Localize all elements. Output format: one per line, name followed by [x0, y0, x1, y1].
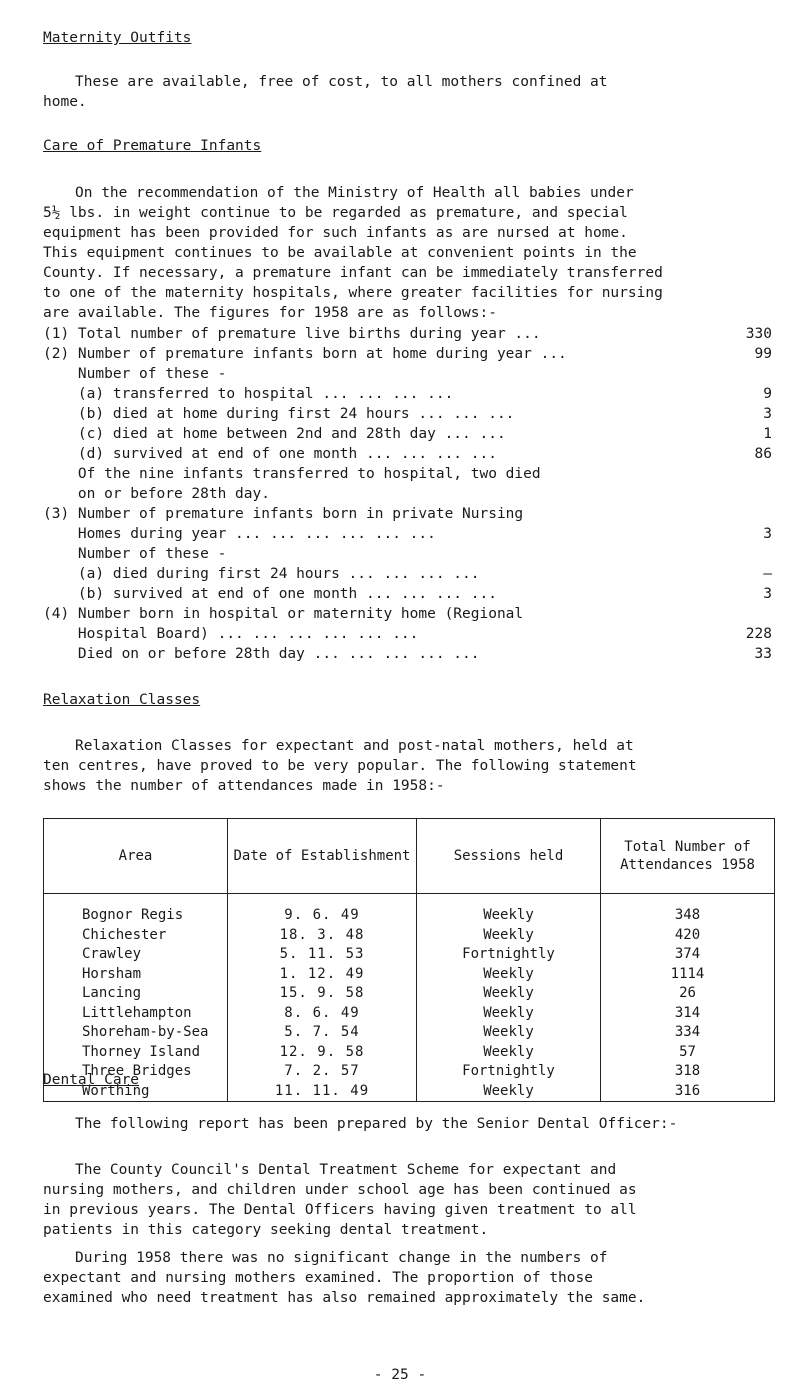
stat-label: (b) survived at end of one month ... ... ... ...: [43, 586, 497, 602]
table-row: [44, 965, 775, 985]
text-line: During 1958 there was no significant change in the numbers of: [75, 1250, 608, 1266]
header-area: Area: [44, 819, 228, 894]
cell-date: 18. 3. 48: [228, 926, 417, 946]
text-line: patients in this category seeking dental treatment.: [43, 1222, 489, 1238]
stat-row: [43, 426, 506, 442]
cell-area: Chichester: [44, 926, 228, 946]
stat-row: [43, 566, 480, 582]
stat-label: (b) died at home during first 24 hours ... ... ...: [43, 406, 515, 422]
cell-attendances: 316: [601, 1082, 775, 1102]
stat-value: 3: [763, 406, 772, 422]
text-line: examined who need treatment has also remained approximately the same.: [43, 1290, 646, 1306]
stat-label: Number of these -: [43, 366, 227, 382]
stat-row: [43, 466, 541, 482]
stat-row: [43, 346, 567, 362]
stat-row: [43, 506, 523, 522]
cell-sessions: Fortnightly: [417, 1062, 601, 1082]
text-line: to one of the maternity hospitals, where greater facilities for nursing: [43, 285, 663, 301]
stat-row: [43, 486, 270, 502]
cell-area: Bognor Regis: [44, 894, 228, 926]
cell-area: Littlehampton: [44, 1004, 228, 1024]
table-row: [44, 1082, 775, 1102]
cell-attendances: 420: [601, 926, 775, 946]
cell-sessions: Weekly: [417, 965, 601, 985]
text-line: ten centres, have proved to be very popular. The following statement: [43, 758, 637, 774]
dental-care-heading: Dental Care: [43, 1072, 140, 1088]
cell-date: 11. 11. 49: [228, 1082, 417, 1102]
stat-label: (c) died at home between 2nd and 28th day ... ...: [43, 426, 506, 442]
table-row: [44, 926, 775, 946]
maternity-text-line2: home.: [43, 94, 87, 110]
maternity-text-line1: These are available, free of cost, to all mothers confined at: [75, 74, 608, 90]
cell-area: Horsham: [44, 965, 228, 985]
cell-attendances: 314: [601, 1004, 775, 1024]
stat-label: Number of these -: [43, 546, 227, 562]
stat-label: Died on or before 28th day ... ... ... ... ...: [43, 646, 480, 662]
stat-label: (1) Total number of premature live births during year ...: [43, 326, 541, 342]
cell-attendances: 57: [601, 1043, 775, 1063]
stat-label: Of the nine infants transferred to hospital, two died: [43, 466, 541, 482]
stat-value: 330: [745, 326, 772, 342]
text-line: Relaxation Classes for expectant and post-natal mothers, held at: [75, 738, 634, 754]
stat-value: –: [763, 566, 772, 582]
dental-intro: The following report has been prepared by the Senior Dental Officer:-: [75, 1116, 678, 1132]
cell-date: 12. 9. 58: [228, 1043, 417, 1063]
table-row: [44, 894, 775, 926]
cell-sessions: Weekly: [417, 1023, 601, 1043]
table-row: [44, 1062, 775, 1082]
stat-value: 99: [754, 346, 772, 362]
premature-infants-heading: Care of Premature Infants: [43, 138, 262, 154]
stat-row: [43, 406, 514, 422]
stat-label: (3) Number of premature infants born in private Nursing: [43, 506, 524, 522]
cell-area: Worthing: [44, 1082, 228, 1102]
stat-row: [43, 626, 418, 642]
stat-label: (a) died during first 24 hours ... ... ... ...: [43, 566, 480, 582]
stat-row: [43, 546, 226, 562]
stat-row: [43, 606, 523, 622]
text-line: nursing mothers, and children under school age has been continued as: [43, 1182, 637, 1198]
page-number: - 25 -: [373, 1367, 427, 1383]
table-row: [44, 1004, 775, 1024]
stat-value: 3: [763, 586, 772, 602]
stat-label: (2) Number of premature infants born at home during year ...: [43, 346, 567, 362]
premature-infants-paragraph: [43, 183, 663, 323]
dental-paragraph-2: [43, 1248, 645, 1308]
cell-attendances: 318: [601, 1062, 775, 1082]
cell-area: Thorney Island: [44, 1043, 228, 1063]
stat-value: 228: [745, 626, 772, 642]
cell-attendances: 374: [601, 945, 775, 965]
text-line: shows the number of attendances made in 1958:-: [43, 778, 445, 794]
text-line: equipment has been provided for such infants as are nursed at home.: [43, 225, 628, 241]
cell-sessions: Weekly: [417, 1043, 601, 1063]
cell-date: 9. 6. 49: [228, 894, 417, 926]
stat-value: 9: [763, 386, 772, 402]
relaxation-attendance-table: [43, 818, 775, 1102]
text-line: County. If necessary, a premature infant can be immediately transferred: [43, 265, 663, 281]
stat-label: (d) survived at end of one month ... ... ... ...: [43, 446, 497, 462]
maternity-outfits-heading: Maternity Outfits: [43, 30, 192, 46]
cell-date: 5. 7. 54: [228, 1023, 417, 1043]
table-header-row: [44, 819, 775, 894]
cell-sessions: Weekly: [417, 984, 601, 1004]
table-row: [44, 1023, 775, 1043]
cell-attendances: 334: [601, 1023, 775, 1043]
stat-row: [43, 586, 497, 602]
cell-sessions: Weekly: [417, 926, 601, 946]
stat-value: 86: [754, 446, 772, 462]
stat-label: Hospital Board) ... ... ... ... ... ...: [43, 626, 419, 642]
text-line: are available. The figures for 1958 are as follows:-: [43, 305, 497, 321]
text-line: expectant and nursing mothers examined. The proportion of those: [43, 1270, 593, 1286]
header-total-attendances: Total Number of Attendances 1958: [601, 819, 775, 894]
stat-label: (a) transferred to hospital ... ... ... ...: [43, 386, 454, 402]
text-line: This equipment continues to be available at convenient points in the: [43, 245, 637, 261]
stat-row: [43, 326, 541, 342]
cell-area: Three Bridges: [44, 1062, 228, 1082]
table-row: [44, 945, 775, 965]
cell-date: 8. 6. 49: [228, 1004, 417, 1024]
cell-area: Lancing: [44, 984, 228, 1004]
cell-area: Crawley: [44, 945, 228, 965]
text-line: in previous years. The Dental Officers having given treatment to all: [43, 1202, 637, 1218]
table-row: [44, 984, 775, 1004]
stat-label: Homes during year ... ... ... ... ... ...: [43, 526, 436, 542]
table-body: [44, 894, 775, 1102]
cell-attendances: 348: [601, 894, 775, 926]
cell-sessions: Weekly: [417, 894, 601, 926]
relaxation-classes-heading: Relaxation Classes: [43, 692, 201, 708]
cell-area: Shoreham-by-Sea: [44, 1023, 228, 1043]
stat-value: 33: [754, 646, 772, 662]
stat-value: 3: [763, 526, 772, 542]
stat-label: (4) Number born in hospital or maternity home (Regional: [43, 606, 524, 622]
cell-date: 7. 2. 57: [228, 1062, 417, 1082]
stat-label: on or before 28th day.: [43, 486, 270, 502]
stat-row: [43, 446, 497, 462]
cell-date: 1. 12. 49: [228, 965, 417, 985]
stat-row: [43, 526, 436, 542]
stat-row: [43, 386, 453, 402]
text-line: 5½ lbs. in weight continue to be regarded as premature, and special: [43, 205, 628, 221]
table-row: [44, 1043, 775, 1063]
cell-date: 15. 9. 58: [228, 984, 417, 1004]
cell-attendances: 1114: [601, 965, 775, 985]
relaxation-classes-paragraph: [43, 736, 637, 796]
header-sessions-held: Sessions held: [417, 819, 601, 894]
text-line: The County Council's Dental Treatment Scheme for expectant and: [75, 1162, 617, 1178]
cell-sessions: Fortnightly: [417, 945, 601, 965]
cell-attendances: 26: [601, 984, 775, 1004]
cell-sessions: Weekly: [417, 1082, 601, 1102]
header-date-of-establishment: Date of Establishment: [228, 819, 417, 894]
text-line: On the recommendation of the Ministry of Health all babies under: [75, 185, 634, 201]
cell-date: 5. 11. 53: [228, 945, 417, 965]
stat-value: 1: [763, 426, 772, 442]
dental-paragraph-1: [43, 1160, 637, 1240]
stat-row: [43, 366, 226, 382]
cell-sessions: Weekly: [417, 1004, 601, 1024]
stat-row: [43, 646, 480, 662]
